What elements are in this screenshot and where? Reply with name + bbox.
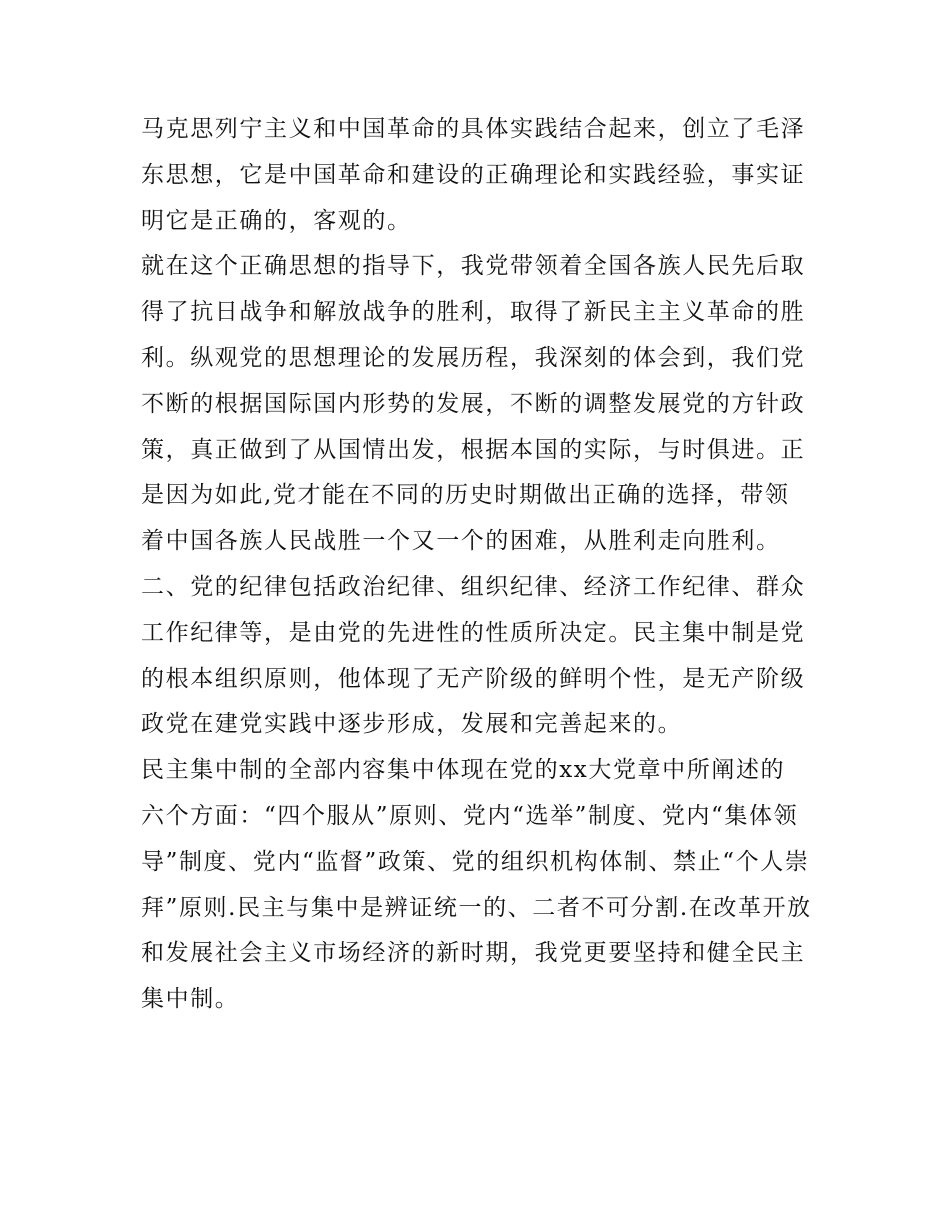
text-line: 二、党的纪律包括政治纪律、组织纪律、经济工作纪律、群众: [141, 573, 806, 600]
paragraph-1: [141, 107, 821, 244]
text-line: 导”制度、党内“监督”政策、党的组织机构体制、禁止“个人崇: [141, 848, 810, 875]
text-line: 拜”原则.民主与集中是辨证统一的、二者不可分割.在改革开放: [141, 894, 812, 921]
text-line: 明它是正确的，客观的。: [141, 207, 412, 234]
paragraph-3: [141, 565, 821, 748]
text-line: 东思想，它是中国革命和建设的正确理论和实践经验，事实证: [141, 161, 806, 188]
text-line: 得了抗日战争和解放战争的胜利，取得了新民主主义革命的胜: [141, 299, 806, 326]
text-line: 利。纵观党的思想理论的发展历程，我深刻的体会到，我们党: [141, 344, 806, 371]
text-line: 马克思列宁主义和中国革命的具体实践结合起来，创立了毛泽: [141, 116, 806, 142]
document-body: [141, 107, 821, 1023]
text-line: 六个方面：“四个服从”原则、党内“选举”制度、党内“集体领: [141, 802, 799, 829]
text-line: 着中国各族人民战胜一个又一个的困难，从胜利走向胜利。: [141, 528, 781, 555]
text-line: 是因为如此,党才能在不同的历史时期做出正确的选择，带领: [141, 482, 790, 509]
text-line: 策，真正做到了从国情出发，根据本国的实际，与时俱进。正: [141, 436, 806, 463]
text-line: 政党在建党实践中逐步形成，发展和完善起来的。: [141, 711, 683, 738]
paragraph-2: [141, 244, 821, 565]
text-line: 不断的根据国际国内形势的发展，不断的调整发展党的方针政: [141, 390, 806, 417]
text-line: 的根本组织原则，他体现了无产阶级的鲜明个性，是无产阶级: [141, 665, 806, 692]
text-line: 就在这个正确思想的指导下，我党带领着全国各族人民先后取: [141, 253, 806, 280]
text-line: 集中制。: [141, 986, 240, 1013]
text-line: 和发展社会主义市场经济的新时期，我党更要坚持和健全民主: [141, 940, 806, 967]
text-line: 工作纪律等，是由党的先进性的性质所决定。民主集中制是党: [141, 619, 806, 646]
paragraph-4: [141, 748, 821, 1023]
text-line: 民主集中制的全部内容集中体现在党的xx大党章中所阐述的: [141, 757, 786, 784]
